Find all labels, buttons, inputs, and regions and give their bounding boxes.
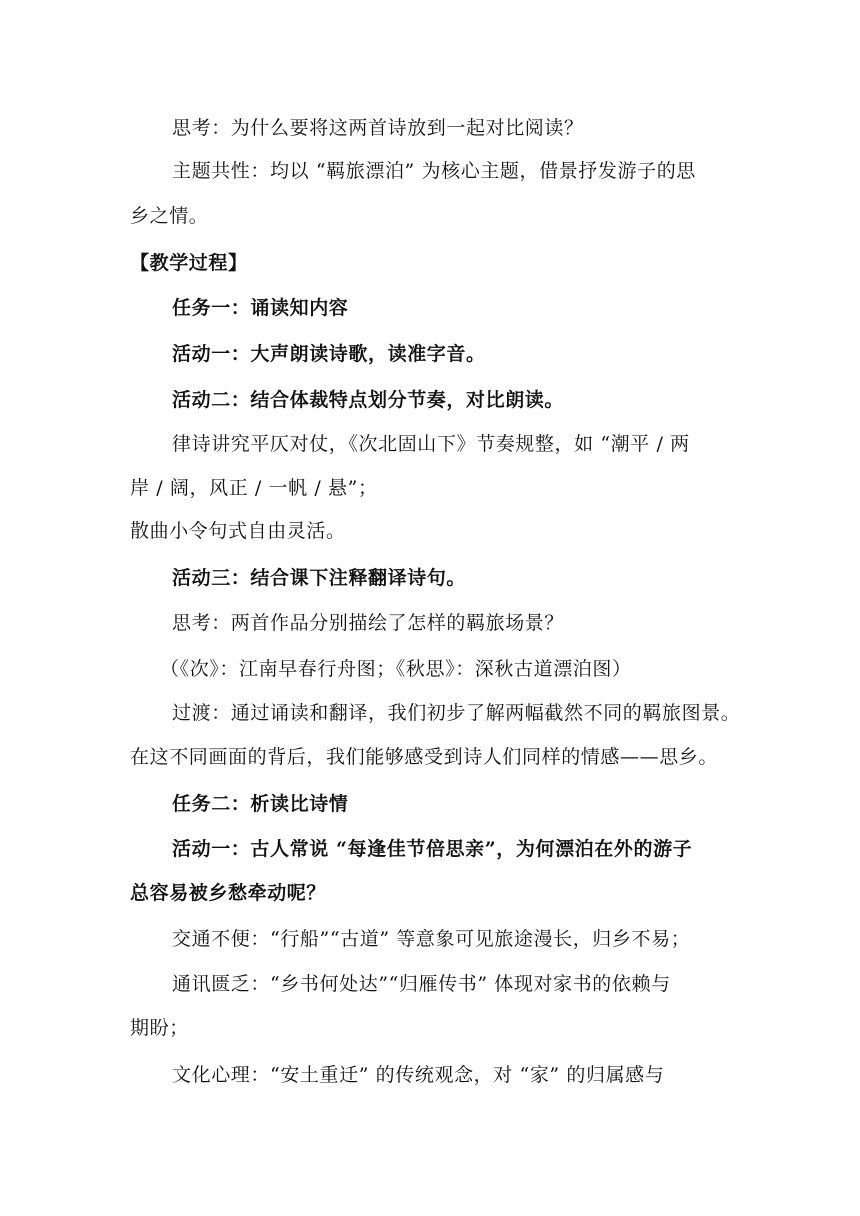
think-scene-line: 思考：两首作品分别描绘了怎样的羁旅场景？ [172, 612, 565, 634]
transition-line-1: 过渡：通过诵读和翻译，我们初步了解两幅截然不同的羁旅图景。 [172, 702, 741, 724]
activity-two-heading: 活动二：结合体裁特点划分节奏，对比朗读。 [172, 389, 565, 411]
transition-line-2: 在这不同画面的背后，我们能够感受到诗人们同样的情感——思乡。 [130, 746, 719, 768]
task-one-heading: 任务一：诵读知内容 [172, 297, 349, 319]
rhythm-line-3: 散曲小令句式自由灵活。 [130, 520, 346, 542]
scene-answer-line: （《次》：江南早春行舟图；《秋思》：深秋古道漂泊图） [160, 658, 632, 680]
section-heading: 【教学过程】 [130, 252, 248, 274]
reason-communication-line-2: 期盼； [130, 1017, 189, 1039]
theme-common-line-1: 主题共性：均以 “羁旅漂泊” 为核心主题，借景抒发游子的思 [172, 160, 696, 182]
reason-communication-line-1: 通讯匮乏：“乡书何处达”“归雁传书” 体现对家书的依赖与 [172, 973, 671, 995]
reason-culture-line: 文化心理：“安土重迁” 的传统观念，对 “家” 的归属感与 [172, 1064, 665, 1086]
rhythm-line-2: 岸 / 阔，风正 / 一帆 / 悬”； [130, 477, 378, 499]
activity-three-heading: 活动三：结合课下注释翻译诗句。 [172, 567, 467, 589]
task-two-heading: 任务二：析读比诗情 [172, 793, 349, 815]
activity-two-one-line-1: 活动一：古人常说 “每逢佳节倍思亲”，为何漂泊在外的游子 [172, 838, 693, 860]
think-question-line: 思考：为什么要将这两首诗放到一起对比阅读？ [172, 117, 584, 139]
rhythm-line-1: 律诗讲究平仄对仗，《次北固山下》节奏规整，如 “潮平 / 两 [172, 433, 690, 455]
activity-two-one-line-2: 总容易被乡愁牵动呢？ [130, 882, 327, 904]
activity-one-heading: 活动一：大声朗读诗歌，读准字音。 [172, 343, 486, 365]
reason-traffic-line: 交通不便：“行船”“古道” 等意象可见旅途漫长，归乡不易； [172, 928, 691, 950]
theme-common-line-2: 乡之情。 [130, 205, 209, 227]
